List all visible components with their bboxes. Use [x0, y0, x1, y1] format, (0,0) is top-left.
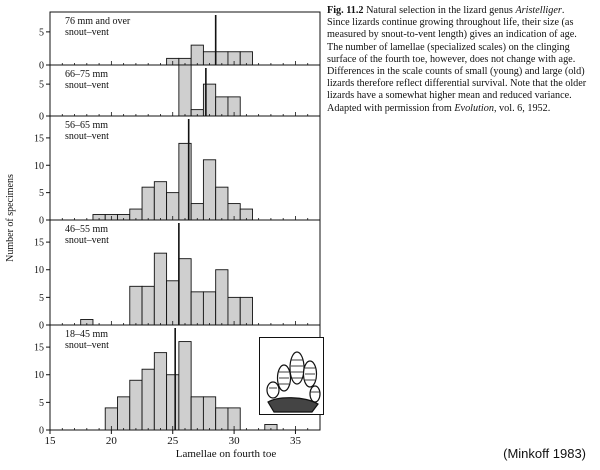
y-tick-label: 15: [34, 237, 44, 249]
panel-label-line: snout–vent: [65, 27, 109, 38]
y-tick-label: 10: [34, 265, 44, 277]
y-tick-label: 5: [39, 188, 44, 200]
histogram-bar: [216, 270, 228, 325]
x-tick-label: 15: [44, 435, 56, 447]
panel-label-line: snout–vent: [65, 80, 109, 91]
histogram-bar: [216, 187, 228, 220]
histogram-bar: [191, 204, 203, 220]
x-axis: [45, 430, 302, 447]
histogram-bar: [179, 342, 191, 430]
y-tick-label: 5: [39, 27, 44, 39]
histogram-bar: [191, 45, 203, 65]
histogram-bar: [216, 408, 228, 430]
histogram-bar: [118, 397, 130, 430]
histogram-bar: [216, 97, 228, 116]
y-tick-label: 0: [39, 60, 44, 72]
caption-text-3: , vol. 6, 1952.: [493, 102, 551, 114]
y-tick-label: 5: [39, 397, 44, 409]
y-tick-label: 0: [39, 215, 44, 227]
histogram-bar: [179, 65, 191, 116]
figure-number: Fig. 11.2: [327, 5, 364, 16]
panel-label-line: 66–75 mm: [65, 69, 109, 80]
panel-label: [65, 120, 109, 142]
panel-label-line: 56–65 mm: [65, 120, 109, 131]
histogram-bar: [167, 193, 179, 220]
panel-label-line: 76 mm and over: [65, 16, 131, 27]
x-tick-label: 20: [105, 435, 117, 447]
x-tick-label: 35: [289, 435, 301, 447]
caption-text-2: . Since lizards continue growing throughout life, their size (as measured by snout-to-vent length) gives an indication of age. The number of lamellae (specialized scales) on the clinging surface of the fourth toe, however, does not change with age. Differences in the scale counts of small (young) and large (old) lizards therefore reflect differential survival. Note that the older lizards have a somewhat higher mean and reduced variance. Adapted with permission from: [327, 5, 587, 114]
histogram-bar: [154, 182, 166, 220]
caption-genus: Aristelliger: [515, 5, 562, 16]
histogram-bar: [203, 160, 215, 220]
y-tick-label: 15: [34, 342, 44, 354]
lizard-foot-icon: [259, 337, 324, 415]
figure-caption: [327, 5, 589, 115]
x-tick-label: 30: [228, 435, 240, 447]
histogram-bar: [203, 397, 215, 430]
y-tick-label: 10: [34, 370, 44, 382]
panel-label-line: snout–vent: [65, 235, 109, 246]
histogram-bar: [154, 353, 166, 430]
histogram-bar: [191, 397, 203, 430]
panel-label: [65, 69, 109, 91]
panel-label-line: 18–45 mm: [65, 329, 109, 340]
histogram-bar: [191, 292, 203, 325]
panel-label: [65, 16, 130, 38]
histogram-bar: [154, 253, 166, 325]
histogram-bar: [130, 380, 142, 430]
histogram-bar: [130, 286, 142, 325]
y-tick-label: 0: [39, 425, 44, 437]
x-tick-label: 25: [167, 435, 179, 447]
histogram-bar: [228, 297, 240, 325]
y-tick-label: 0: [39, 111, 44, 123]
panel-label: [65, 329, 109, 351]
histogram-bar: [142, 187, 154, 220]
y-axis-label: Number of specimens: [5, 174, 16, 262]
histogram-bar: [167, 375, 179, 430]
histogram-bar: [142, 286, 154, 325]
panel-label-line: snout–vent: [65, 131, 109, 142]
histogram-bar: [179, 259, 191, 325]
histogram-bar: [203, 292, 215, 325]
y-tick-label: 10: [34, 160, 44, 172]
panel-label-line: snout–vent: [65, 340, 109, 351]
x-axis-label: Lamellae on fourth toe: [175, 448, 277, 460]
y-tick-label: 5: [39, 292, 44, 304]
source-credit: (Minkoff 1983): [503, 446, 586, 461]
caption-journal: Evolution: [454, 102, 494, 114]
panel-label: [65, 224, 109, 246]
caption-text-1: Natural selection in the lizard genus: [366, 5, 516, 16]
histogram-bar: [142, 369, 154, 430]
y-tick-label: 15: [34, 133, 44, 145]
histogram-bar: [240, 297, 252, 325]
y-tick-label: 0: [39, 320, 44, 332]
histogram-bar: [167, 281, 179, 325]
panel-label-line: 46–55 mm: [65, 224, 109, 235]
y-tick-label: 5: [39, 79, 44, 91]
